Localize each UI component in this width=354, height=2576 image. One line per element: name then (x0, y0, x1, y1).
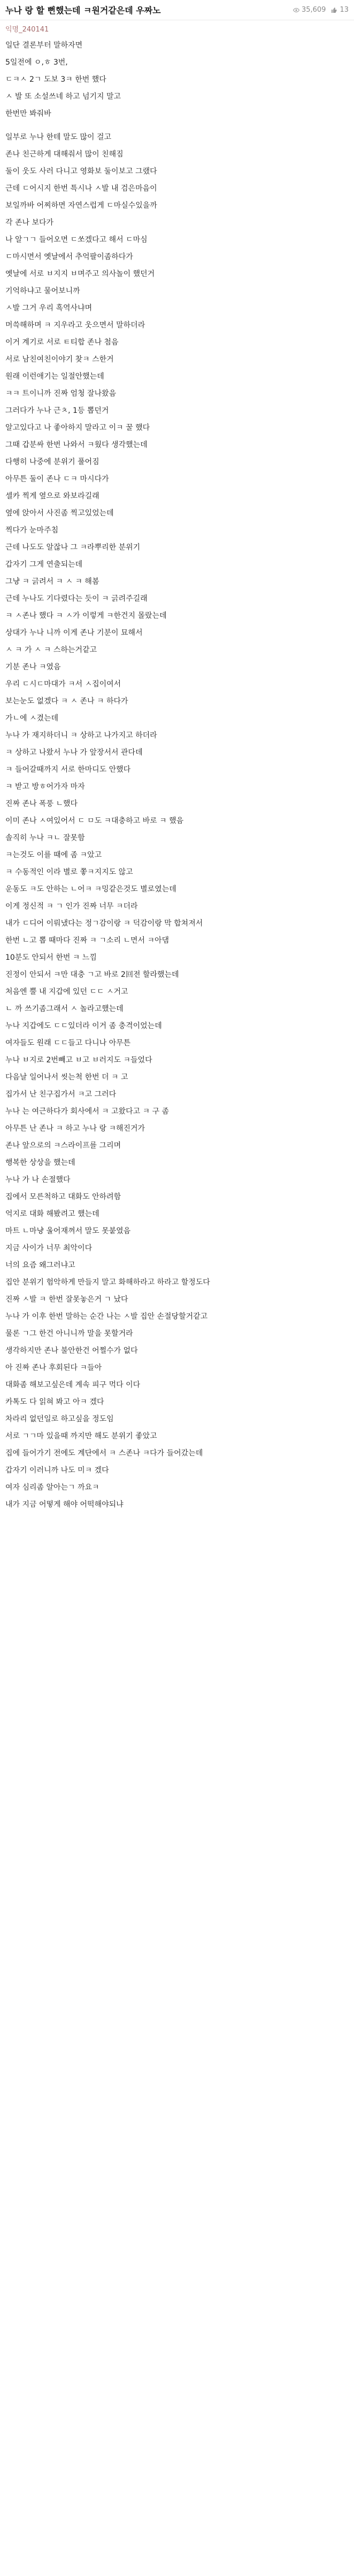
body-line: 서로 남친여친이야기 찾ㅋ 스한거 (5, 355, 114, 364)
body-line: 여자들도 원래 ㄷㄷ들고 다니나 아무튼 (5, 1039, 131, 1047)
body-line: 서로 ㄱㄱ마 있을때 까지만 해도 분위기 좋았고 (5, 1432, 157, 1440)
body-line: 운동도 ㅋ도 안하는 ㄴ어ㅋ ㅋ밍같은것도 별로였는데 (5, 885, 176, 894)
body-line: 알고있다고 나 좋아하지 말라고 이ㅋ 꿀 했다 (5, 424, 150, 432)
body-line: 그냥 ㅋ 긁려서 ㅋ ㅅ ㅋ 해봄 (5, 577, 99, 586)
body-line: 한번만 봐줘바 (5, 109, 51, 118)
body-line: 갑자기 그게 연출되는데 (5, 560, 83, 569)
body-line: 10분도 안되서 한번 ㅋ 느낌 (5, 953, 97, 962)
body-line: 찍다가 눈마주침 (5, 526, 59, 535)
body-line: 누나 가 이후 한번 말하는 순간 나는 ㅅ발 집안 손절당할거같고 (5, 1312, 208, 1321)
body-line: 내가 ㄷ디어 이뤄냈다는 정ㄱ감이랑 ㅋ 덕감이랑 막 합쳐져서 (5, 919, 203, 928)
body-line: 여자 심리좀 알아는ㄱ 까요ㅋ (5, 1483, 99, 1492)
body-line: 대화좀 해보고싶은데 계속 피구 먹다 이다 (5, 1381, 141, 1389)
body-line: ㅋ ㅅ존나 했다 ㅋ ㅅ가 이렇게 ㅋ한건지 몰랐는데 (5, 612, 167, 620)
body-line: 그러다가 누나 근ㅊ, 1등 뽑던거 (5, 406, 109, 415)
body-line (5, 126, 349, 132)
eye-icon (293, 7, 299, 13)
body-line: 한번 ㄴ고 뽑 때마다 진짜 ㅋ ㄱ소리 ㄴ면서 ㅋ아댐 (5, 936, 170, 945)
body-line: ㅋ 받고 방ㅎ어가자 마자 (5, 782, 85, 791)
body-line: 옆에 앉아서 사진좀 찍고있었는데 (5, 509, 114, 518)
body-line: 일단 결론부터 말하자면 (5, 41, 83, 50)
body-line: 누나 지갑에도 ㄷㄷ있더라 이거 좀 충격이었는데 (5, 1022, 162, 1030)
body-line: 이미 존나 ㅅ여있어서 ㄷ ㅁ도 ㅋ대충하고 바로 ㅋ 했음 (5, 817, 184, 825)
view-count-value: 35,609 (301, 6, 326, 14)
body-line: ㅅ ㅋ 가 ㅅ ㅋ 스하는거같고 (5, 646, 97, 654)
like-count[interactable] (331, 6, 349, 14)
body-line: 집에 들어가기 전에도 계단에서 ㅋ 스존나 ㅋ다가 들어갔는데 (5, 1449, 203, 1458)
body-line: 가ㄴ에 ㅅ겼는데 (5, 714, 59, 723)
body-line: 물론 ㄱ그 한건 아니니까 말을 못할거라 (5, 1329, 133, 1338)
body-line: 행복한 상상을 했는데 (5, 1158, 75, 1167)
body-line: ㅋ 상하고 나왔서 누나 가 앞장서서 관다데 (5, 748, 143, 757)
body-line: 우리 ㄷ시ㄷ마대가 ㅋ서 ㅅ집이여서 (5, 680, 121, 688)
body-line: ㅋ 들어갈때까지 서로 한마디도 안했다 (5, 765, 131, 774)
body-line: 다음날 일어나서 씻는척 한번 더 ㅋ 고 (5, 1073, 128, 1082)
body-line: ㅋ 수동적인 이라 별로 쫗ㅋ지지도 않고 (5, 868, 133, 876)
body-line: 내가 지금 어떻게 해야 어떡해야되냐 (5, 1500, 124, 1509)
body-line: 카톡도 다 읽혀 봐고 아ㅋ 겠다 (5, 1398, 104, 1406)
body-line: 진짜 ㅅ발 ㅋ 한번 잘못놓은거 ㄱ 났다 (5, 1295, 128, 1304)
body-line: 둘이 웃도 사러 다니고 영화보 둘이보고 그랬다 (5, 167, 157, 176)
body-line: 각 존나 보다가 (5, 218, 54, 227)
body-line: 셀카 찍게 옆으로 와보라길래 (5, 492, 99, 500)
body-line: 누나 가 재지하더니 ㅋ 상하고 나가지고 하더라 (5, 731, 157, 740)
post-header (0, 0, 354, 20)
view-count (293, 6, 326, 14)
body-line: ㅋㅋ 트이니까 진짜 엄청 잘나왔음 (5, 389, 117, 398)
body-line: 집에서 모른척하고 대화도 안하려함 (5, 1193, 121, 1201)
body-line: 아무튼 난 존나 ㅋ 하고 누나 랑 ㅋ해진거가 (5, 1124, 145, 1133)
thumb-up-icon (331, 7, 337, 13)
body-line: 존나 앞으로의 ㅋ스라이프를 그리며 (5, 1141, 121, 1150)
body-line: ㅅ발 그거 우리 흑역사냐며 (5, 304, 93, 312)
body-line: 아무튼 둘이 존나 ㄷㅋ 마시다가 (5, 475, 109, 483)
body-line: 머쓱해하며 ㅋ 지우라고 웃으면서 말하더라 (5, 321, 145, 330)
body-line: 마트 ㄴ마냥 울어재껴서 말도 못붙였음 (5, 1227, 131, 1235)
post-author: 익명_240141 (5, 26, 49, 34)
body-line: 근데 누나도 기다렸다는 듯이 ㅋ 긁려주길래 (5, 594, 148, 603)
body-line: 생각하지만 존나 불안한건 어쩔수가 없다 (5, 1346, 138, 1355)
body-line: 상대가 누나 니까 이게 존나 기분이 묘해서 (5, 629, 143, 637)
body-line: 보는눈도 없겠다 ㅋ ㅅ 존나 ㅋ 하다가 (5, 697, 128, 706)
body-line: 진정이 안되서 ㅋ만 대충 ㄱ고 바로 2回전 할라했는데 (5, 970, 179, 979)
body-line: 이거 계기로 서로 ㅌ티합 존나 첨음 (5, 338, 119, 347)
body-line: 근데 나도도 알잖나 그 ㅋ라뿌리한 분위기 (5, 543, 141, 552)
body-line: 너의 요즘 왜그러냐고 (5, 1261, 75, 1270)
body-line: 억지로 대화 해봤려고 했는데 (5, 1210, 99, 1218)
body-line: ㄷㅋㅅ 2ㄱ 도보 3ㅋ 한번 했다 (5, 75, 106, 84)
post-meta (293, 6, 349, 14)
body-line: 지금 사이가 너무 최악이다 (5, 1244, 93, 1252)
body-line: 원래 이런애기는 일절안했는데 (5, 372, 104, 381)
post-body (0, 34, 354, 1510)
body-line: 나 알ㄱㄱ 들어오면 ㄷ쏘겠다고 해서 ㄷ마심 (5, 236, 148, 244)
body-line: 갑자기 이러니까 나도 미ㅋ 겠다 (5, 1466, 109, 1475)
body-line: ㅅ 발 또 소설쓰네 하고 넘기지 말고 (5, 92, 121, 101)
body-line: 집가서 난 친구집가서 ㅋ고 그러다 (5, 1090, 117, 1099)
post-title: 누나 랑 할 뻔했는데 ㅋ원거같은데 우짜노 (5, 5, 161, 15)
body-line: 솔직히 누나 ㅋㄴ 잘못함 (5, 834, 85, 842)
body-line: ㅋ는것도 이를 때에 좀 ㅋ았고 (5, 851, 102, 859)
body-line: 옛날에 서로 ㅂ지지 ㅂ며주고 의사놀이 했던거 (5, 270, 155, 278)
body-line: 다행히 나중에 분위기 풀어짐 (5, 458, 99, 466)
body-line: 그때 갑분싸 한번 나와서 ㅋ웠다 생각했는데 (5, 441, 148, 449)
body-line: 차라리 없던일로 하고싶을 정도임 (5, 1415, 114, 1423)
body-line: 누나 는 여근하다가 회사에서 ㅋ 고왔다고 ㅋ 구 좀 (5, 1107, 170, 1116)
body-line: 진짜 존나 폭풍 ㄴ했다 (5, 800, 78, 808)
body-line: ㄷ마시면서 옛날에서 추억팔이좀하다가 (5, 253, 133, 261)
body-line: 이게 정신적 ㅋ ㄱ 인가 진짜 너무 ㅋ더라 (5, 902, 138, 911)
body-line: 근데 ㄷ어시지 한번 특시나 ㅅ발 내 검은마음이 (5, 184, 157, 193)
body-line: 존나 친근하게 대해줘서 많이 친해짐 (5, 150, 124, 159)
body-line: 보일까바 어찌하면 자연스럽게 ㄷ마실수있을까 (5, 201, 157, 210)
body-line: 처음엔 뿔 내 지갑에 있던 ㄷㄷ ㅅ거고 (5, 988, 128, 996)
body-line: ㄴ 까 쓰기좀그래서 ㅅ 놀라고했는데 (5, 1005, 124, 1013)
body-line: 집안 분위기 험악하게 만들지 말고 화해하라고 하라고 할정도다 (5, 1278, 210, 1287)
body-line: 5일전에 ㅇ,ㅎ 3번, (5, 58, 68, 67)
like-count-value: 13 (340, 6, 349, 14)
body-line: 누나 ㅂ지로 2번빼고 ㅂ고 ㅂ러지도 ㅋ들었다 (5, 1056, 152, 1064)
body-line: 기분 존나 ㅋ였음 (5, 663, 61, 671)
body-line: 일부로 누나 한테 말도 많이 걸고 (5, 133, 112, 142)
body-line: 기억하냐고 물어보니까 (5, 287, 80, 295)
body-line: 누나 가 나 손절했다 (5, 1176, 71, 1184)
body-line: 아 진짜 존나 후회된다 ㅋ들아 (5, 1364, 102, 1372)
